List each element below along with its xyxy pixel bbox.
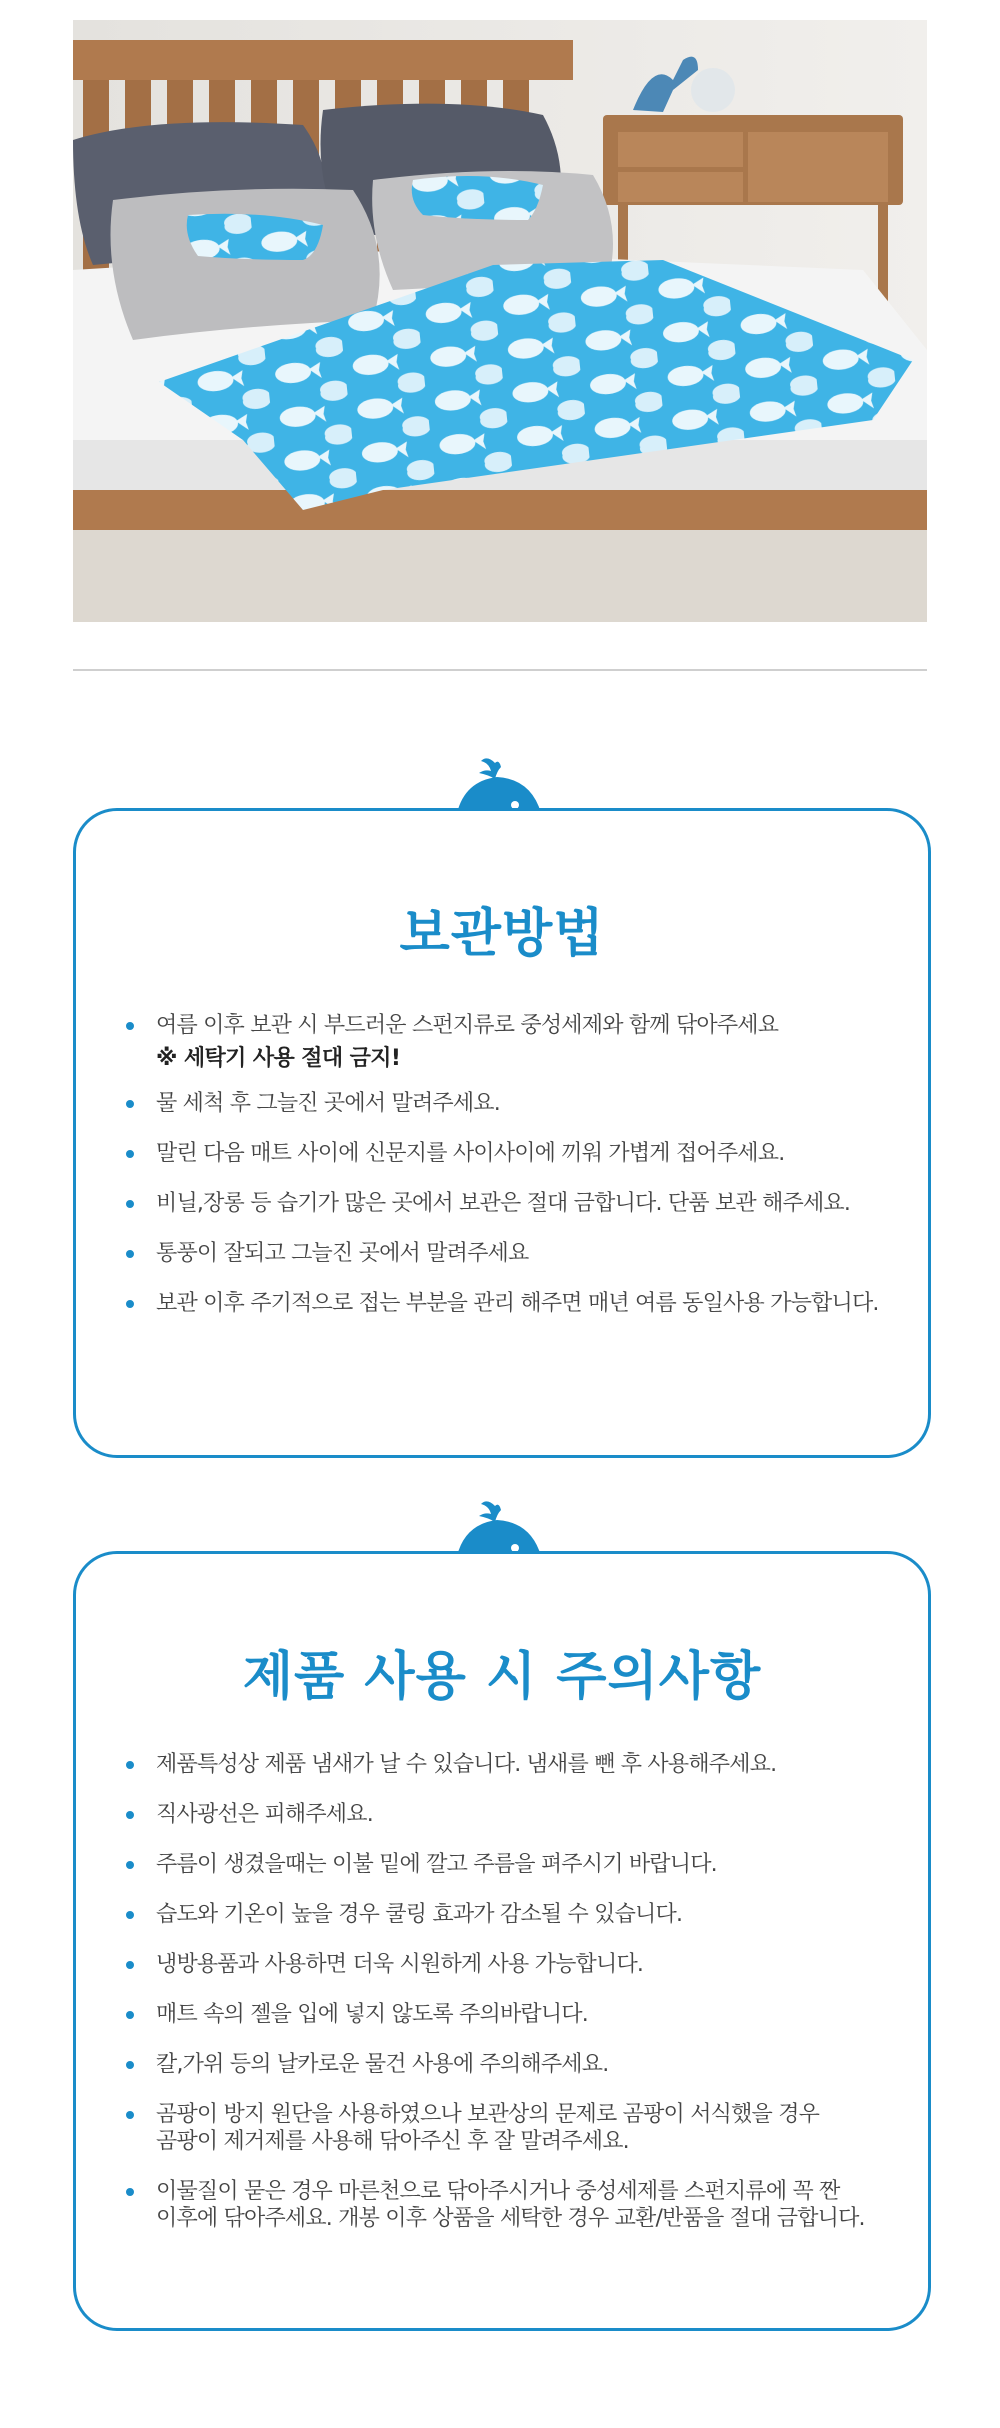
- list-item: [76, 1012, 928, 1072]
- list-item: [76, 2051, 928, 2078]
- storage-card: [73, 808, 931, 1458]
- list-item-text: 이물질이 묻은 경우 마른천으로 닦아주시거나 중성세제를 스펀지류에 꼭 짠: [156, 2179, 840, 2204]
- bullet-icon: [126, 1961, 134, 1969]
- bullet-icon: [126, 1150, 134, 1158]
- list-item-text: 습도와 기온이 높을 경우 쿨링 효과가 감소될 수 있습니다.: [156, 1902, 683, 1927]
- list-item-text: 말린 다음 매트 사이에 신문지를 사이사이에 끼워 가볍게 접어주세요.: [156, 1141, 785, 1166]
- list-item-text: 이후에 닦아주세요. 개봉 이후 상품을 세탁한 경우 교환/반품을 절대 금합니다.: [156, 2206, 865, 2231]
- list-item: [76, 2001, 928, 2028]
- list-item-text: 냉방용품과 사용하면 더욱 시원하게 사용 가능합니다.: [156, 1952, 644, 1977]
- bullet-icon: [126, 1022, 134, 1030]
- list-item: [76, 1801, 928, 1828]
- list-item-text: 비닐,장롱 등 습기가 많은 곳에서 보관은 절대 금합니다. 단품 보관 해주세요.: [156, 1191, 851, 1216]
- list-item-text: 보관 이후 주기적으로 접는 부분을 관리 해주면 매년 여름 동일사용 가능합니다.: [156, 1291, 879, 1316]
- list-item: [76, 1090, 928, 1117]
- list-item-text: 곰팡이 방지 원단을 사용하였으나 보관상의 문제로 곰팡이 서식했을 경우: [156, 2102, 820, 2127]
- list-item: [76, 2178, 928, 2232]
- list-item: [76, 1190, 928, 1217]
- bullet-icon: [126, 2111, 134, 2119]
- list-item-text: 칼,가위 등의 날카로운 물건 사용에 주의해주세요.: [156, 2052, 609, 2077]
- list-item: [76, 2101, 928, 2155]
- bullet-icon: [126, 1811, 134, 1819]
- bullet-icon: [126, 1250, 134, 1258]
- list-item-text: 통풍이 잘되고 그늘진 곳에서 말려주세요: [156, 1241, 529, 1266]
- list-item-text: 곰팡이 제거제를 사용해 닦아주신 후 잘 말려주세요.: [156, 2129, 629, 2154]
- bullet-icon: [126, 2061, 134, 2069]
- list-item-text: 매트 속의 젤을 입에 넣지 않도록 주의바랍니다.: [156, 2002, 588, 2027]
- bullet-icon: [126, 1761, 134, 1769]
- bullet-icon: [126, 2011, 134, 2019]
- list-item: [76, 1140, 928, 1167]
- bullet-icon: [126, 1911, 134, 1919]
- list-item: [76, 1951, 928, 1978]
- caution-title: 제품 사용 시 주의사항: [242, 1647, 762, 1707]
- bullet-icon: [126, 1861, 134, 1869]
- section-divider: [73, 669, 927, 671]
- warning-note: ※ 세탁기 사용 절대 금지!: [156, 1046, 401, 1071]
- product-photo: [73, 20, 927, 622]
- caution-card: [73, 1551, 931, 2331]
- bullet-icon: [126, 1300, 134, 1308]
- list-item: [76, 1851, 928, 1878]
- bullet-icon: [126, 1200, 134, 1208]
- bullet-icon: [126, 2188, 134, 2196]
- list-item-text: 물 세척 후 그늘진 곳에서 말려주세요.: [156, 1091, 500, 1116]
- list-item: [76, 1751, 928, 1778]
- list-item-text: 제품특성상 제품 냄새가 날 수 있습니다. 냄새를 뺀 후 사용해주세요.: [156, 1752, 777, 1777]
- list-item-text: 여름 이후 보관 시 부드러운 스펀지류로 중성세제와 함께 닦아주세요: [156, 1013, 779, 1038]
- list-item: [76, 1290, 928, 1317]
- list-item-text: 주름이 생겼을때는 이불 밑에 깔고 주름을 펴주시기 바랍니다.: [156, 1852, 717, 1877]
- list-item: [76, 1901, 928, 1928]
- caution-list: [76, 1751, 928, 2232]
- bullet-icon: [126, 1100, 134, 1108]
- storage-title: 보관방법: [399, 904, 605, 964]
- storage-list: [76, 1012, 928, 1317]
- list-item-text: 직사광선은 피해주세요.: [156, 1802, 373, 1827]
- list-item: [76, 1240, 928, 1267]
